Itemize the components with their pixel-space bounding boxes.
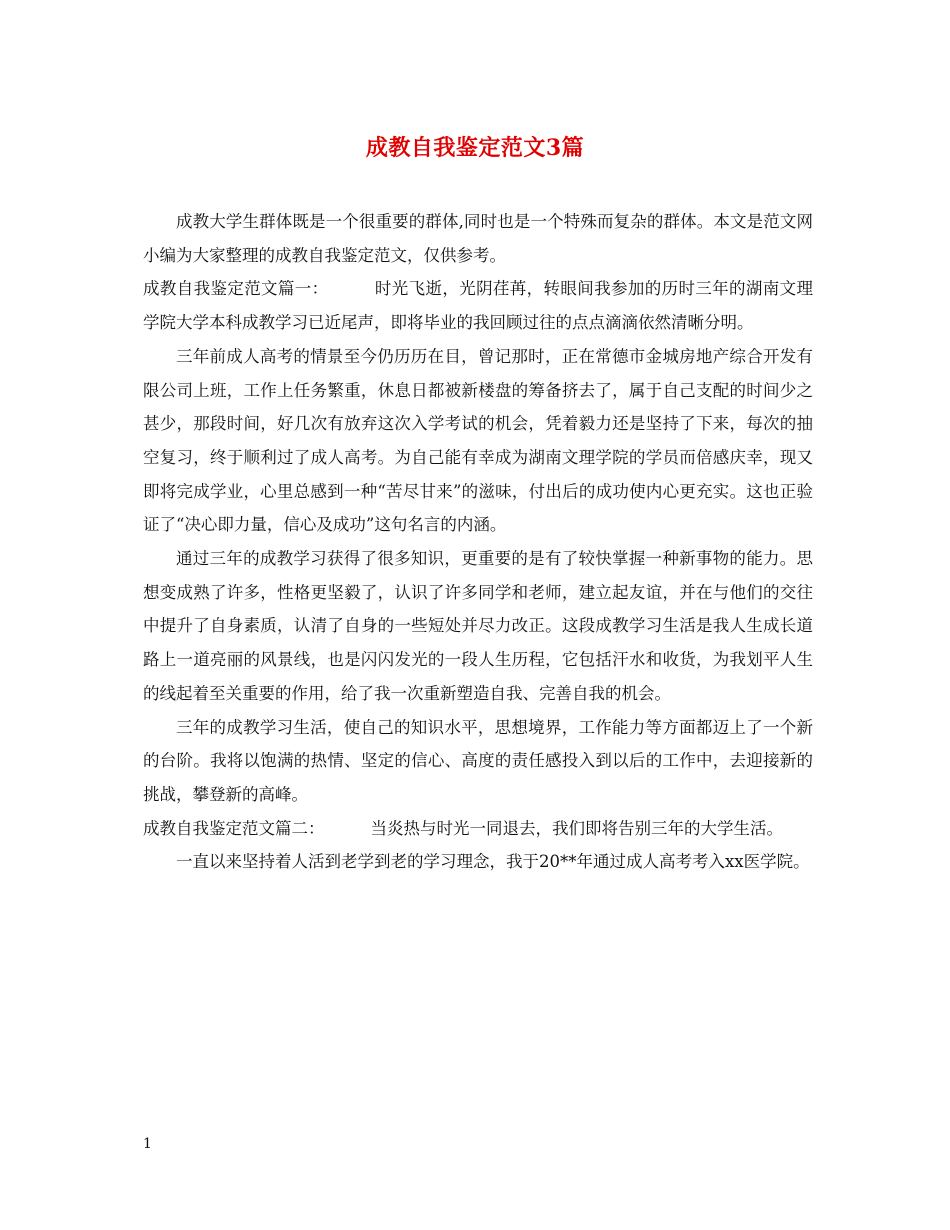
section-one-text: 时光飞逝，光阴荏苒，转眼间我参加的历时三年的湖南文理学院大学本科成教学习已近尾声，即将毕业的我回顾过往的点点滴滴依然清晰分明。 xyxy=(143,279,814,333)
section-two-paragraph xyxy=(143,812,813,846)
section-two-title: 成教自我鉴定范文篇二： xyxy=(143,818,325,838)
page-number: 1 xyxy=(143,1136,152,1152)
section-one-paragraph xyxy=(143,272,813,339)
document-body xyxy=(143,205,813,879)
section-two-text: 当炎热与时光一同退去，我们即将告别三年的大学生活。 xyxy=(370,818,783,838)
document-title: 成教自我鉴定范文3篇 xyxy=(365,135,585,161)
paragraph-exam-memory: 三年前成人高考的情景至今仍历历在目，曾记那时，正在常德市金城房地产综合开发有限公司上班，工作上任务繁重，休息日都被新楼盘的筹备挤去了，属于自己支配的时间少之甚少，那段时间，好几次有放弃这次入学考试的机会，凭着毅力还是坚持了下来，每次的抽空复习，终于顺利过了成人高考。为自己能有幸成为湖南文理学院的学员而倍感庆幸，现又即将完成学业，心里总感到一种“苦尽甘来”的滋味，付出后的成功使内心更充实。这也正验证了“决心即力量，信心及成功”这句名言的内涵。 xyxy=(143,346,813,535)
paragraph-growth-summary: 三年的成教学习生活，使自己的知识水平，思想境界，工作能力等方面都迈上了一个新的台阶。我将以饱满的热情、坚定的信心、高度的责任感投入到以后的工作中，去迎接新的挑战，攀登新的高峰。 xyxy=(143,717,813,804)
paragraph-learning-philosophy: 一直以来坚持着人活到老学到老的学习理念，我于20**年通过成人高考考入xx医学院。 xyxy=(176,852,810,872)
paragraph-intro: 成教大学生群体既是一个很重要的群体,同时也是一个特殊而复杂的群体。本文是范文网小编为大家整理的成教自我鉴定范文，仅供参考。 xyxy=(143,212,813,265)
section-one-title: 成教自我鉴定范文篇一： xyxy=(143,279,329,299)
paragraph-knowledge-gain: 通过三年的成教学习获得了很多知识，更重要的是有了较快掌握一种新事物的能力。思想变成熟了许多，性格更坚毅了，认识了许多同学和老师，建立起友谊，并在与他们的交往中提升了自身素质，认清了自身的一些短处并尽力改正。这段成教学习生活是我人生成长道路上一道亮丽的风景线，也是闪闪发光的一段人生历程，它包括汗水和收货，为我划平人生的线起着至关重要的作用，给了我一次重新塑造自我、完善自我的机会。 xyxy=(143,549,813,703)
